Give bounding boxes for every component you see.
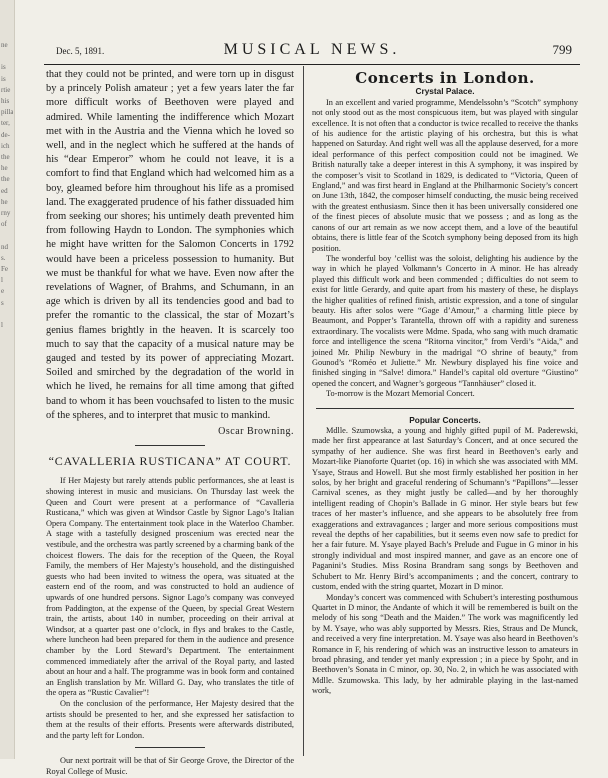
concerts-separator [316,408,574,409]
header-rule [44,64,580,65]
popular-concerts-subheading: Popular Concerts. [409,414,481,425]
binding-gutter [0,0,15,759]
crystal-palace-subheading: Crystal Palace. [415,86,475,97]
court-paragraph-2: On the conclusion of the performance, Her Majesty desired that the artists should be presented to her, and she expressed her satisfaction to them at the results of their efforts. Presents were afterwards distributed, and the party left for London. [46,698,294,740]
crystal-palace-paragraph-2: The wonderful boy ’cellist was the soloist, delighting his audience by the way in which he played Volkmann’s Concerto in A minor. He has already played this difficult work and been commended ; difficulties do not seem to exist for little Gerardy, and quite apart from his mastery of these, he displays the higher qualities of refined finish, artistic expression, and a tone of singular beauty. His after solos were “Gage d’Amour,” a charming little piece by Beaumont, and Popper’s Tarantella, thrown off with a rapidity and sureness extraordinary. The vocalists were Mdme. Spada, who sang with much dramatic force and intelligence the scena “Ritorna vincitor,” from Verdi’s “Aida,” and joined Mr. Philip Newbury in the madrigal “O shrine of beauty,” from Gounod’s “Roméo et Juliette.” Mr. Newbury displayed his fine voice and finished singing in “Salve! dimora.” Handel’s capital old overture “Giustino” opened the concert, and Wagner’s gorgeous “Tannhäuser” closed it. [312,253,578,388]
popular-concerts-paragraph-2: Monday’s concert was commenced with Schubert’s interesting posthumous Quartet in D minor, the Andante of which it will be remembered is built on the melody of his song “Death and the Maiden.” The work was magnificently led by M. Ysaye, who was ably supported by Messrs. Ries, Straus and De Munck, and received a very fine interpretation. M. Ysaye was also heard in Beethoven’s Romance in F, his rendering of which was an instructive lesson to amateurs in broad phrasing, and tender yet manly expression ; in a piece by Spohr, and in Beethoven’s Sonata in C minor, op. 30, No. 2, in which he was associated with Mdlle. Szumowska. This lady, by her admirable playing in the last-named work, [312,592,578,696]
note-divider [135,747,205,748]
court-paragraph-1: If Her Majesty but rarely attends public performances, she at least is showing interest in music and musicians. On Thursday last week the Queen and Court were present at a performance of “Cavalleria Rusticana,” which was given at Windsor Castle by Signor Lago’s Italian Opera Company. The entertainment took place in the Waterloo Chamber. A stage with a tastefully designed proscenium was erected near the vestibule, and the orchestra was partly screened by a charming bank of the choicest flowers. The dais for the reception of the Queen, the Royal Family, the members of Her Majesty’s household, and the distinguished guests who had been invited to witness the opera, was situated at the eastern end of the room, and was constructed to hold an audience of upwards of one hundred persons. Signor Lago’s company was conveyed from Paddington, at the expense of the Queen, by special Great Western train, the artists, about 140 in number, proceeding on their arrival at Windsor, at a quarter past one o’clock, in flys and brakes to the Castle, where luncheon had been prepared for them in the audience and presence chamber by the Lord Steward’s Department. The entertainment commenced immediately after the arrival of the Royal party, and lasted about an hour and a half. The programme was in book form and contained an English translation by Mr. Willard G. Day, who translates the title of the opera as “Rustic Cavalier”! [46,476,294,698]
concerts-heading: Concerts in London. [355,69,535,87]
gutter-text-fragments: ne is is rtie his pilla ter, de- ich the he the ed he rny of nd s. Fe l e s l [1,41,13,330]
section-divider [135,445,205,446]
header-date: Dec. 5, 1891. [56,46,105,56]
author-signature: Oscar Browning. [218,426,294,438]
crystal-palace-paragraph-1: In an excellent and varied programme, Mendelssohn’s “Scotch” symphony not only stood out as the most conspicuous item, but was played with singular excellence. It is not often that a conductor is twice recalled to receive the thanks of his audience for the artistic playing of his orchestra, but this is what happened on Saturday. And right well was all the applause deserved, for a more ideal performance of this perfect composition could not be imagined. We British naturally take a deeper interest in this A symphony, it was inspired by the composer’s visit to Scotland in 1829, is dedicated to “Victoria, Queen of England,” and was first heard in England at the Philharmonic Society’s concert on June 13th, 1842, the composer himself conducting, the music being received with the greatest enthusiasm. Since then it has been universally considered one of the finest pieces of absolute music that we possess ; and as long as the canons of our art remain as we now accept them, and a love of the beautiful obtains, there is little fear of the Scotch symphony being deposed from its high position. [312,97,578,253]
header-page-number: 799 [552,42,572,57]
cavalleria-section-title: “CAVALLERIA RUSTICANA” AT COURT. [48,454,292,469]
crystal-palace-paragraph-3: To-morrow is the Mozart Memorial Concert. [326,389,475,399]
column-divider [303,66,304,756]
mozart-essay-paragraph: that they could not be printed, and were torn up in disgust by a princely Polish amateur ; yet a few years later the far more difficult works of Beethoven were played and admired. While lamenting the indifference which Mozart met with in the Austria and the Vienna which he loved so well, and in the neglect which he suffered at the hands of his “dear Emperor” whom he could not leave, it is a comfort to find that England which had welcomed him as a boy, gleamed before him throughout his life as a promised land. The exaggerated prudence of his father dissuaded him from seeking our shores; his untimely death prevented him from following Haydn to London. The symphonies which he might have written for the Salomon Concerts in 1792 would have been a priceless possession to humanity. But we must be thankful for what we have. Even now after the revelations of Wagner, of Brahms, and Schumann, in an age which is driven by all its tendencies good and bad to prefer the romantic to the classical, the star of Mozart’s genius flames brightly in the heaven. It is scarcely too much to say that the capacity of a musical nature may be gauged and tested by its power of appreciating Mozart. Soiled and smirched by the degradation of the world in which he lived, he remains for all time among that gifted band to whom it has been vouchsafed to listen to the music of the spheres, and to interpret that music to mankind. [46,69,294,421]
page-header [44,38,580,62]
header-title: MUSICAL NEWS. [223,41,401,58]
portrait-note: Our next portrait will be that of Sir George Grove, the Director of the Royal College of Music. [46,756,294,776]
left-column [46,68,294,778]
popular-concerts-paragraph-1: Mdlle. Szumowska, a young and highly gifted pupil of M. Paderewski, made her first appearance at last Saturday’s Concert, and at once secured the sympathy of her audience. She was first heard in Beethoven’s early and Mozart-like Pianoforte Quartet (op. 16) in which she was associated with MM. Ysaye, Straus and Howell. But she most firmly established her position in her solos, by her bright and graceful rendering of Schumann’s “Papillons”—lesser Carnival scenes, as they might justly be called—and by her thoroughly intelligent reading of Chopin’s Ballade in G minor. Her style bears but few traces of her master’s influence, and she appears to be absolutely free from exaggerations and extravagances ; larger and more serious compositions must reveal the depths of her capabilities, but it seems even now safe to predict for her a fair future. M. Ysaye played Bach’s Prelude and Fugue in G minor in his strongly individual and most inspired manner, and gave as an encore one of Paganini’s Studies. Miss Rosina Brandram sang songs by Beethoven and Schubert to Mr. Henry Bird’s accompaniments ; and the concert, contrary to custom, ended with the string quartet, Mozart in D minor. [312,426,578,592]
right-column [312,68,578,697]
